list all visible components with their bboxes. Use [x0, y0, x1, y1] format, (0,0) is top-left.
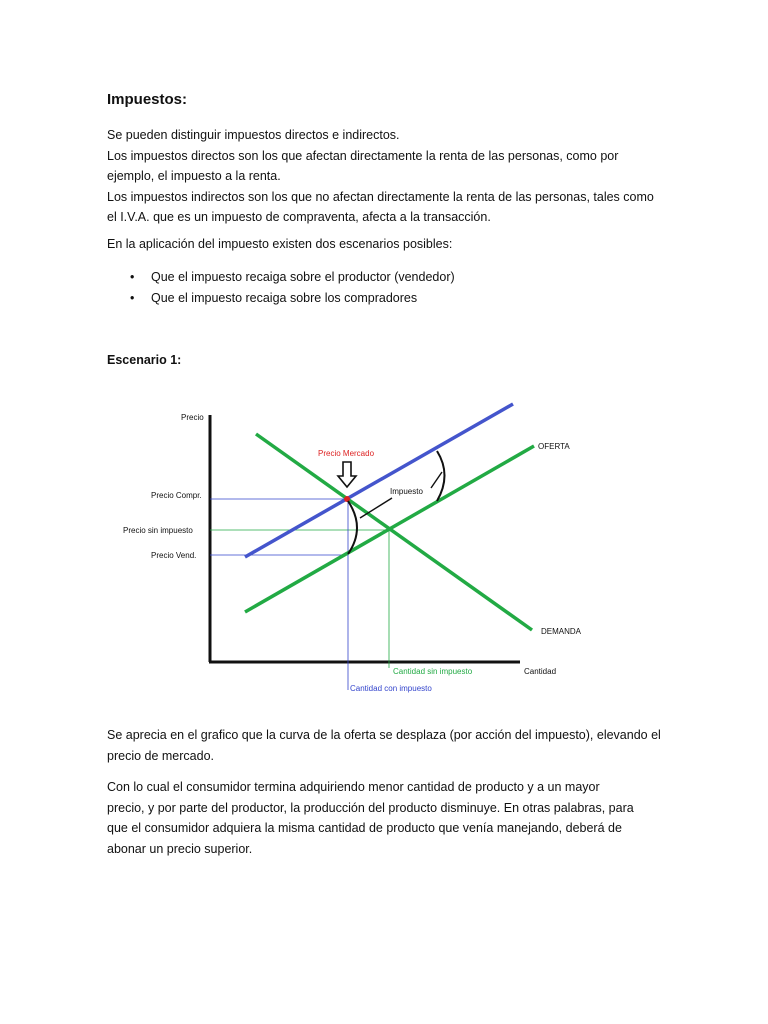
down-arrow-icon — [338, 462, 356, 487]
bullet-glyph: • — [130, 291, 135, 305]
list-item — [107, 267, 455, 288]
demand-curve — [256, 434, 532, 630]
page-title: Impuestos: — [107, 91, 188, 108]
x-axis-label: Cantidad — [524, 667, 557, 676]
tax-bracket-right — [437, 451, 445, 501]
conclusion-paragraph-1 — [107, 725, 667, 766]
scenarios-intro-text: En la aplicación del impuesto existen dos escenarios posibles: — [107, 237, 453, 251]
scenarios-intro — [107, 234, 667, 255]
list-item — [107, 288, 455, 309]
list-item-text: Que el impuesto recaiga sobre los compradores — [151, 291, 418, 305]
qty-without-tax-label: Cantidad sin impuesto — [393, 667, 473, 676]
conclusion-line: que el consumidor adquiera la misma cantidad de producto que venía manejando, deberá de — [107, 821, 622, 835]
tax-bracket-left — [348, 501, 357, 554]
tax-pointer — [360, 498, 392, 518]
supply-curve — [245, 446, 534, 612]
y-tick-label: Precio sin impuesto — [123, 526, 193, 535]
conclusion-line: Se aprecia en el grafico que la curva de la oferta se desplaza (por acción del impuesto), elevando el — [107, 728, 661, 742]
scenario-list — [107, 267, 455, 309]
qty-with-tax-label: Cantidad con impuesto — [350, 684, 432, 693]
tax-label: Impuesto — [390, 487, 423, 496]
list-item-text: Que el impuesto recaiga sobre el productor (vendedor) — [151, 270, 455, 284]
intro-paragraph — [107, 125, 667, 228]
intro-line: el I.V.A. que es un impuesto de compraventa, afecta a la transacción. — [107, 210, 491, 224]
supply-label: OFERTA — [538, 442, 570, 451]
conclusion-line: abonar un precio superior. — [107, 841, 253, 856]
conclusion-line: Con lo cual el consumidor termina adquiriendo menor cantidad de producto y a un mayor — [107, 780, 600, 794]
scenario-title: Escenario 1: — [107, 353, 182, 367]
y-axis-label: Precio — [181, 413, 204, 422]
y-tick-label: Precio Vend. — [151, 551, 197, 560]
intro-line: Los impuestos indirectos son los que no afectan directamente la renta de las personas, tales como — [107, 189, 654, 204]
supply-demand-chart — [0, 400, 768, 700]
conclusion-line: precio, y por parte del productor, la producción del producto disminuye. En otras palabras, para — [107, 800, 634, 815]
intro-line: Los impuestos directos son los que afectan directamente la renta de las personas, como por — [107, 148, 619, 163]
demand-label: DEMANDA — [541, 627, 582, 636]
bullet-glyph: • — [130, 270, 135, 284]
conclusion-line: precio de mercado. — [107, 748, 215, 763]
y-tick-label: Precio Compr. — [151, 491, 202, 500]
tax-pointer — [431, 472, 442, 488]
market-price-label: Precio Mercado — [318, 449, 375, 458]
intro-line: Se pueden distinguir impuestos directos e indirectos. — [107, 128, 400, 142]
intro-line: ejemplo, el impuesto a la renta. — [107, 169, 281, 183]
conclusion-paragraph-2 — [107, 777, 677, 859]
